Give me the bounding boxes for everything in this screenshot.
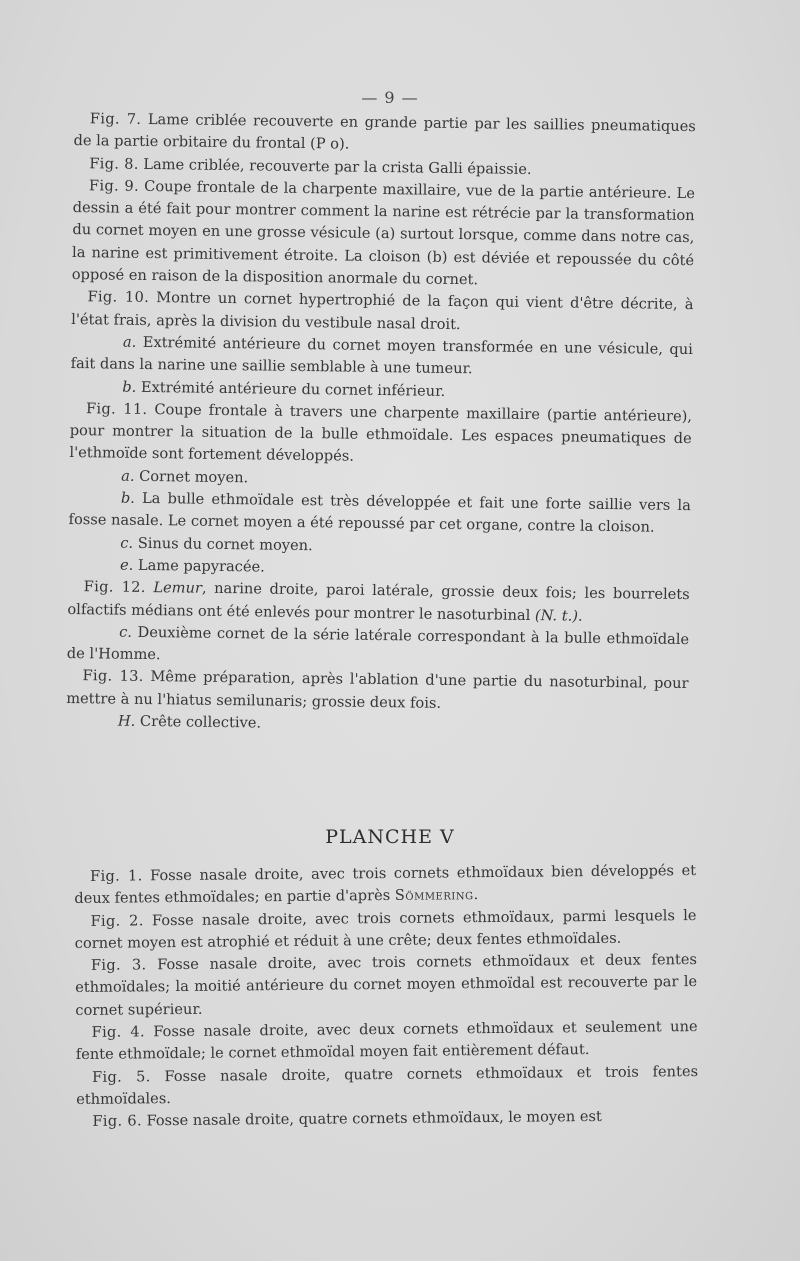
legend-fig-10 (71, 286, 694, 339)
item-text: La bulle ethmoïdale est très développée et fait une forte saillie vers la fosse nasale. Le cornet moyen a été repoussé par cet organe, contre la cloison. (68, 489, 691, 536)
legend-fig-6 (76, 1105, 698, 1133)
item-text: Lame papyracée. (137, 556, 265, 576)
item-letter: c. (120, 534, 134, 552)
item-letter: b. (122, 378, 137, 396)
legend-text: Coupe frontale à travers une charpente maxillaire (partie antérieure), pour montrer la situation de la bulle ethmoïdale. Les espaces pneumatiques de l'ethmoïde sont fortement développés. (69, 400, 693, 466)
fig-label: Fig. 3. (90, 956, 147, 975)
item-text: Sinus du cornet moyen. (137, 534, 313, 554)
item-letter: a. (122, 333, 137, 351)
legend-text: Fosse nasale droite, quatre cornets ethmoïdaux et trois fentes ethmoïdales. (76, 1062, 699, 1108)
fig-label: Fig. 4. (91, 1023, 145, 1041)
abbreviation: (N. t.). (534, 606, 583, 625)
fig-label: Fig. 11. (85, 400, 148, 418)
item-letter: b. (120, 489, 135, 507)
item-text: Deuxième cornet de la série latérale correspondant à la bulle ethmoïdale de l'Homme. (66, 623, 690, 664)
fig-label: Fig. 5. (91, 1067, 151, 1086)
item-text: Extrémité antérieure du cornet moyen transformée en une vésicule, qui fait dans la narine une saillie semblable à une tumeur. (70, 333, 694, 378)
legend-text: Fosse nasale droite, avec trois cornets ethmoïdaux bien développés et deux fentes ethmoïdales; en partie d'après (74, 862, 697, 908)
legend-fig-2 (74, 905, 696, 956)
legend-text: Fosse nasale droite, quatre cornets ethmoïdaux, le moyen est (146, 1108, 602, 1130)
plate-title: PLANCHE V (325, 826, 455, 848)
genus-name: Lemur (153, 579, 203, 597)
legend-text: Fosse nasale droite, avec trois cornets ethmoïdaux et deux fentes ethmoïdales; la moitié antérieure du cornet moyen ethmoïdal est recouverte par le cornet supérieur. (75, 951, 698, 1019)
legend-item (70, 331, 693, 384)
fig-label: Fig. 6. (92, 1112, 142, 1131)
legend-fig-1 (74, 860, 696, 911)
fig-label: Fig. 12. (83, 578, 146, 597)
legend-fig-5 (76, 1061, 698, 1112)
item-text: Cornet moyen. (139, 467, 249, 487)
figure-legends-top (66, 108, 696, 740)
item-text: Crête collective. (139, 712, 262, 732)
item-letter: a. (121, 467, 135, 485)
fig-label: Fig. 1. (90, 867, 143, 885)
fig-label: Fig. 13. (82, 667, 144, 686)
item-letter: c. (119, 623, 133, 641)
item-letter: H. (117, 712, 136, 730)
fig-label: Fig. 7. (89, 110, 142, 128)
legend-fig-11 (69, 398, 692, 473)
legend-item (68, 487, 691, 540)
legend-text: Fosse nasale droite, avec trois cornets ethmoïdaux, parmi lesquels le cornet moyen est atrophié et réduit à une crête; deux fentes ethmoïdales. (74, 906, 697, 952)
author-name: Sömmering. (394, 886, 479, 905)
legend-text: Fosse nasale droite, avec deux cornets ethmoïdaux et seulement une fente ethmoïdale; le cornet ethmoïdal moyen fait entièrement défaut. (75, 1018, 698, 1064)
legend-fig-9 (72, 175, 695, 295)
legend-fig-12 (67, 576, 690, 629)
figure-legends-planche-v (74, 860, 699, 1134)
page-number: — 9 — (361, 88, 419, 107)
fig-label: Fig. 8. (89, 154, 139, 173)
fig-label: Fig. 9. (88, 177, 140, 195)
item-letter: e. (119, 556, 134, 574)
legend-item (67, 621, 690, 674)
legend-fig-3 (75, 949, 698, 1022)
fig-label: Fig. 2. (90, 911, 144, 930)
legend-text: Montre un cornet hypertrophié de la façon qui vient d'être décrite, à l'état frais, après la division du vestibule nasal droit. (71, 289, 694, 333)
legend-text: , narine droite, paroi latérale, grossie deux fois; les bourrelets olfactifs médians ont été enlevés pour montrer le nasoturbinal (67, 579, 690, 624)
legend-text: Lame criblée, recouverte par la crista Galli épaissie. (143, 155, 532, 178)
legend-text: Coupe frontale de la charpente maxillaire, vue de la partie antérieure. Le dessin a été fait pour montrer comment la narine est rétrécie par la transformation du cornet moyen en une grosse vésicule (a) surtout lorsque, comme dans notre cas, la narine est primitivement étroite. La cloison (b) est déviée et repoussée du côté opposé en raison de la disposition anormale du cornet. (71, 177, 696, 289)
legend-text: Lame criblée recouverte en grande partie par les saillies pneumatiques de la partie orbitaire du frontal (P o). (73, 110, 696, 153)
item-text: Extrémité antérieure du cornet inférieur. (140, 378, 446, 400)
legend-fig-7 (73, 108, 696, 161)
fig-label: Fig. 10. (87, 288, 150, 307)
legend-fig-4 (75, 1016, 697, 1067)
legend-text: Même préparation, après l'ablation d'une partie du nasoturbinal, pour mettre à nu l'hiatus semilunaris; grossie deux fois. (66, 668, 689, 712)
